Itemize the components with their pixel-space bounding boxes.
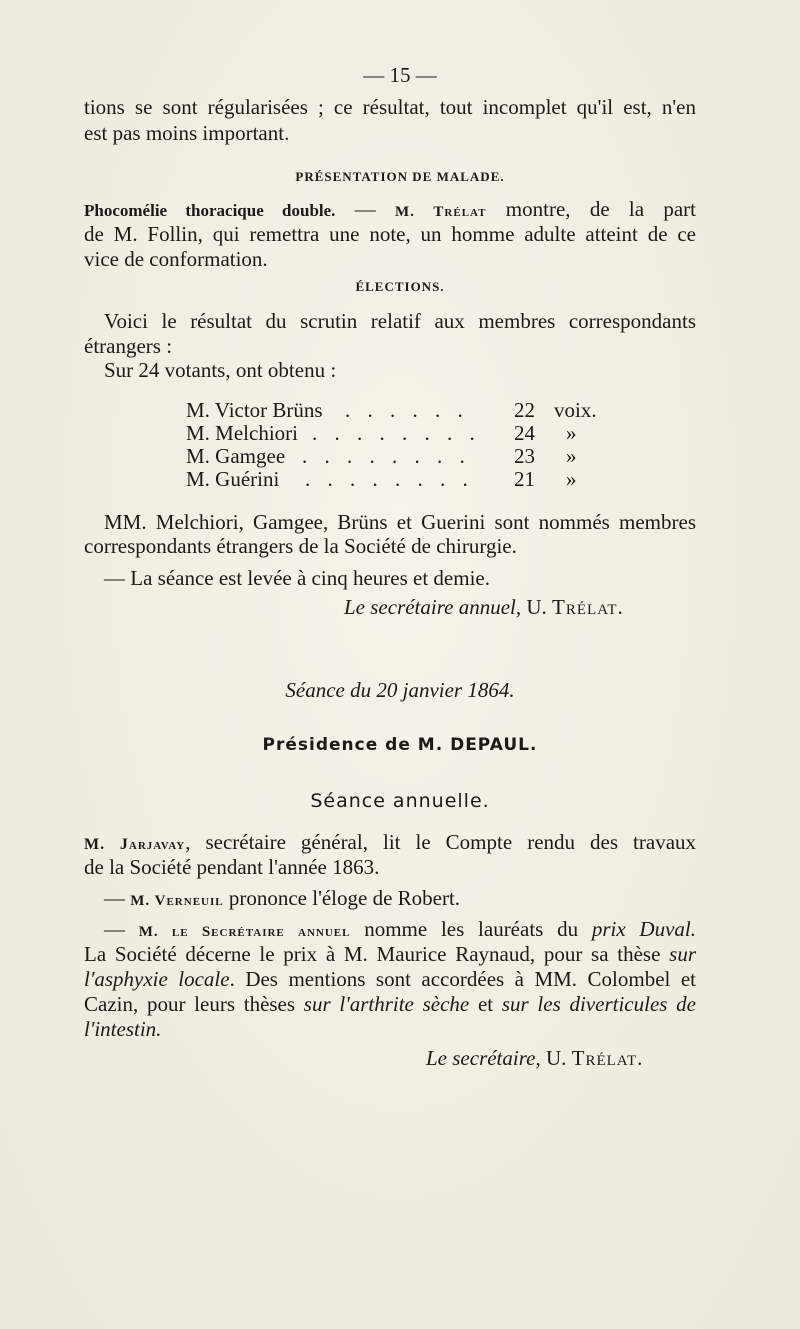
paragraph-line: est pas moins important. bbox=[84, 121, 290, 145]
paragraph-line: — M. le Secrétaire annuel nomme les lauréats du prix Duval. bbox=[104, 917, 696, 941]
paragraph-line: étrangers : bbox=[84, 334, 173, 358]
case-title: Phocomélie thoracique double. bbox=[84, 201, 336, 220]
paragraph-line: MM. Melchiori, Gamgee, Brüns et Guerini sont nommés membres bbox=[104, 510, 696, 534]
page-number: — 15 — bbox=[363, 63, 437, 87]
paragraph-line: — La séance est levée à cinq heures et demie. bbox=[104, 566, 490, 590]
paragraph-line: tions se sont régularisées ; ce résultat, tout incomplet qu'il est, n'en bbox=[84, 95, 696, 119]
paragraph-line: l'asphyxie locale. Des mentions sont accordées à MM. Colombel et bbox=[84, 967, 696, 991]
section-heading: PRÉSENTATION DE MALADE. bbox=[295, 169, 505, 184]
speaker-name: M. Trélat bbox=[395, 204, 487, 220]
paragraph-line: l'intestin. bbox=[84, 1017, 162, 1041]
paragraph-line: Voici le résultat du scrutin relatif aux membres correspondants bbox=[104, 309, 696, 333]
paragraph-line: Sur 24 votants, ont obtenu : bbox=[104, 358, 337, 382]
presidency-heading: Présidence de M. DEPAUL. bbox=[262, 735, 538, 755]
paragraph-line: correspondants étrangers de la Société de chirurgie. bbox=[84, 534, 517, 558]
paragraph-line: vice de conformation. bbox=[84, 247, 268, 271]
vote-row: M. Gamgee . . . . . . . . 23 » bbox=[186, 444, 577, 468]
vote-row: M. Melchiori . . . . . . . . 24 » bbox=[186, 421, 577, 445]
paragraph-line: Phocomélie thoracique double. — M. Trélat montre, de la part bbox=[84, 197, 697, 221]
paragraph-line: Cazin, pour leurs thèses sur l'arthrite sèche et sur les diverticules de bbox=[84, 992, 697, 1016]
vote-row: M. Guérini . . . . . . . . 21 » bbox=[186, 467, 577, 491]
paragraph-line: La Société décerne le prix à M. Maurice Raynaud, pour sa thèse sur bbox=[84, 942, 696, 966]
annual-session-heading: Séance annuelle. bbox=[310, 790, 490, 812]
signature-line: Le secrétaire annuel, U. Trélat. bbox=[344, 595, 624, 619]
vote-row: M. Victor Brüns . . . . . . 22 voix. bbox=[186, 398, 597, 422]
section-heading: ÉLECTIONS. bbox=[355, 279, 445, 294]
paragraph-line: M. Jarjavay, secrétaire général, lit le Compte rendu des travaux bbox=[84, 830, 697, 854]
paragraph-line: de la Société pendant l'année 1863. bbox=[84, 855, 380, 879]
paragraph-line: — M. Verneuil prononce l'éloge de Robert. bbox=[104, 886, 461, 910]
paragraph-line: de M. Follin, qui remettra une note, un homme adulte atteint de ce bbox=[84, 222, 696, 246]
session-date: Séance du 20 janvier 1864. bbox=[285, 678, 515, 702]
signature-line: Le secrétaire, U. Trélat. bbox=[426, 1046, 644, 1070]
